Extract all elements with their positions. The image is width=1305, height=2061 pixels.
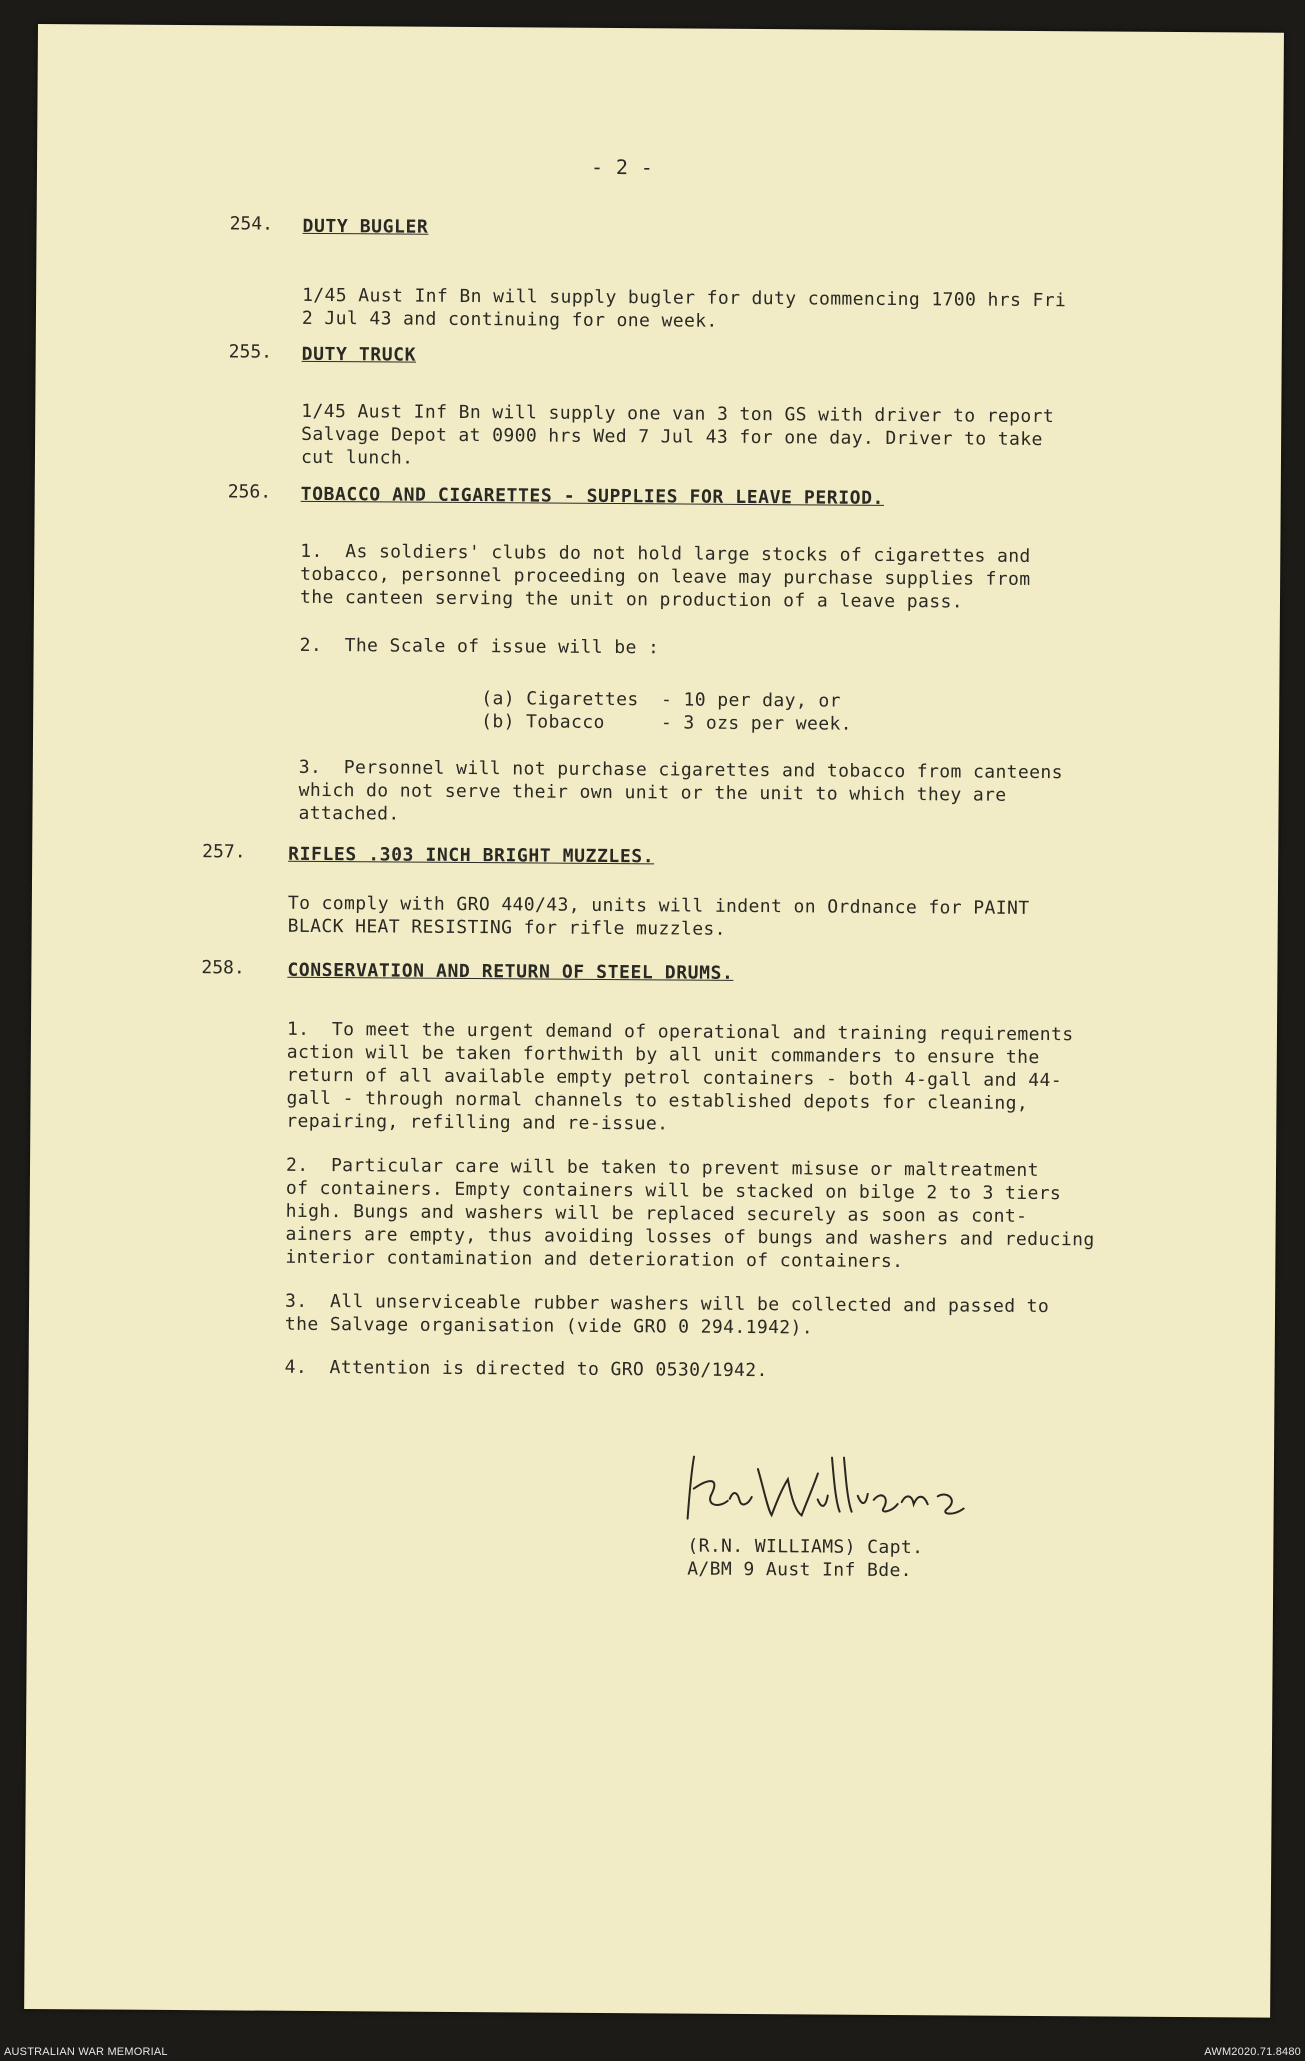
text-line: of containers. Empty containers will be stacked on bilge 2 to 3 tiers: [285, 1177, 1062, 1205]
text-line: action will be taken forthwith by all unit commanders to ensure the: [286, 1041, 1040, 1069]
scale-item: (a) Cigarettes - 10 per day, or: [481, 688, 841, 712]
para-number-258: 258.: [201, 957, 245, 979]
para-number-254: 254.: [229, 213, 274, 235]
text-line: 4. Attention is directed to GRO 0530/1942.: [284, 1356, 768, 1382]
footer-accession-number: AWM2020.71.8480: [1204, 2046, 1301, 2058]
text-line: 3. Personnel will not purchase cigarettes and tobacco from canteens: [298, 756, 1063, 784]
heading-tobacco: TOBACCO AND CIGARETTES - SUPPLIES FOR LEAVE PERIOD.: [300, 483, 885, 509]
heading-duty-truck: DUTY TRUCK: [301, 343, 417, 366]
heading-rifles: RIFLES .303 INCH BRIGHT MUZZLES.: [288, 843, 655, 868]
footer-archive-name: AUSTRALIAN WAR MEMORIAL: [4, 2046, 168, 2058]
signatory-name: (R.N. WILLIAMS) Capt.: [687, 1535, 924, 1559]
scale-item: (b) Tobacco - 3 ozs per week.: [481, 711, 853, 735]
handwritten-signature: [667, 1448, 1008, 1540]
text-line: 3. All unserviceable rubber washers will be collected and passed to: [285, 1290, 1050, 1318]
para-number-257: 257.: [202, 841, 246, 863]
heading-duty-bugler: DUTY BUGLER: [302, 215, 429, 238]
text-line: 1. To meet the urgent demand of operational and training requirements: [286, 1018, 1074, 1046]
para-number-256: 256.: [227, 481, 272, 503]
text-line: tobacco, personnel proceeding on leave may purchase supplies from: [300, 563, 1031, 590]
text-line: the canteen serving the unit on production of a leave pass.: [299, 586, 964, 613]
heading-steel-drums: CONSERVATION AND RETURN OF STEEL DRUMS.: [287, 959, 734, 984]
text-line: interior contamination and deterioration of containers.: [285, 1246, 904, 1273]
text-line: repairing, refilling and re-issue.: [286, 1110, 669, 1135]
text-line: To comply with GRO 440/43, units will indent on Ordnance for PAINT: [287, 892, 1030, 919]
text-line: return of all available empty petrol containers - both 4-gall and 44-: [286, 1064, 1063, 1092]
text-line: attached.: [298, 802, 400, 825]
page-number: - 2 -: [590, 154, 654, 180]
text-line: 2. The Scale of issue will be :: [299, 634, 660, 659]
text-line: 1/45 Aust Inf Bn will supply one van 3 ton GS with driver to report: [301, 400, 1055, 428]
text-line: 1. As soldiers' clubs do not hold large stocks of cigarettes and: [300, 540, 1031, 567]
text-line: 2 Jul 43 and continuing for one week.: [301, 307, 718, 332]
text-line: BLACK HEAT RESISTING for rifle muzzles.: [287, 915, 727, 940]
text-line: 1/45 Aust Inf Bn will supply bugler for duty commencing 1700 hrs Fri: [302, 284, 1067, 312]
text-line: high. Bungs and washers will be replaced securely as soon as cont-: [285, 1200, 1028, 1227]
document-page: [24, 24, 1284, 2018]
text-line: the Salvage organisation (vide GRO 0 294.1942).: [284, 1313, 814, 1339]
text-line: 2. Particular care will be taken to prevent misuse or maltreatment: [285, 1154, 1039, 1182]
text-line: gall - through normal channels to established depots for cleaning,: [286, 1087, 1029, 1114]
text-line: cut lunch.: [300, 446, 414, 469]
text-line: which do not serve their own unit or the unit to which they are: [298, 779, 1007, 806]
text-line: Salvage Depot at 0900 hrs Wed 7 Jul 43 for one day. Driver to take: [301, 423, 1043, 451]
text-line: ainers are empty, thus avoiding losses of bungs and washers and reducing: [285, 1223, 1095, 1251]
para-number-255: 255.: [228, 341, 273, 363]
signatory-role: A/BM 9 Aust Inf Bde.: [687, 1558, 913, 1582]
